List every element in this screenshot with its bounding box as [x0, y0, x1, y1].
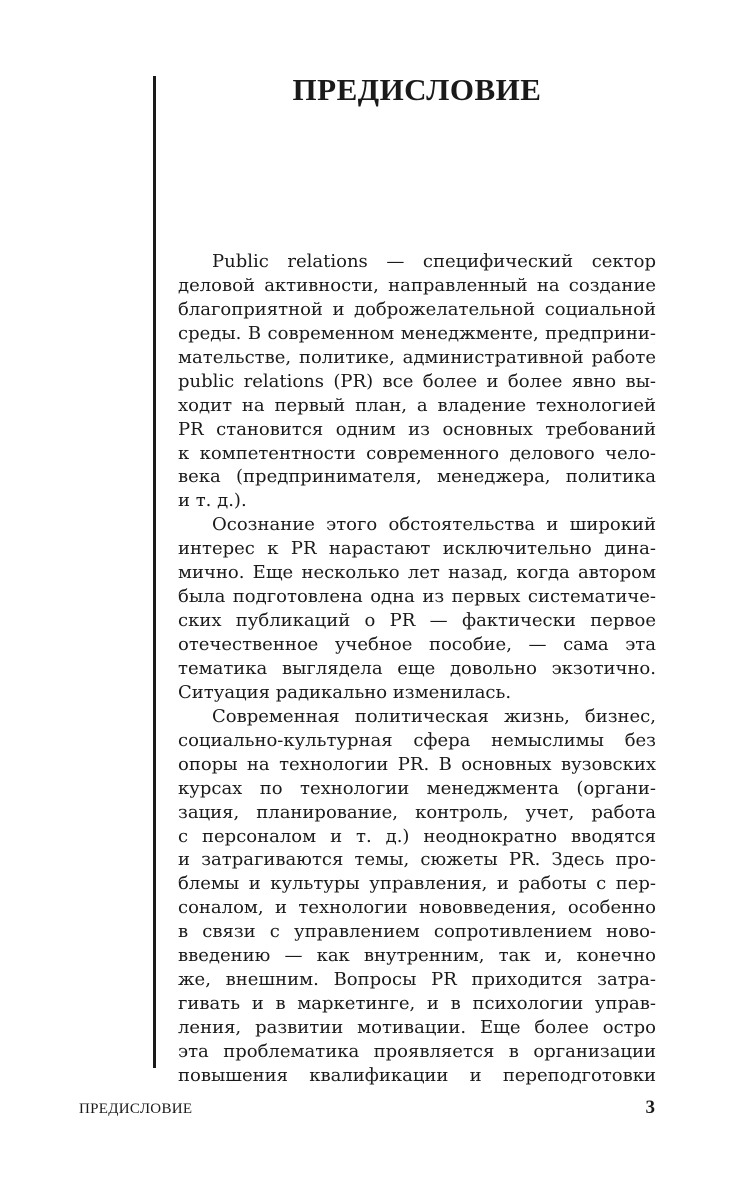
text-line: Ситуация радикально изменилась.: [178, 681, 512, 703]
text-line: Public relations — специфический сектор: [212, 251, 656, 272]
paragraph: [178, 250, 656, 513]
paragraph: [178, 513, 656, 705]
page-title: ПРЕДИСЛОВИЕ: [292, 72, 542, 107]
text-line: с персоналом и т. д.) неоднократно вводятся: [178, 825, 656, 847]
paragraph: [178, 705, 656, 1088]
text-line: ходит на первый план, а владение технологией: [178, 394, 656, 416]
page-number: 3: [645, 1097, 655, 1118]
text-line: же, внешним. Вопросы PR приходится затра-: [178, 969, 656, 991]
text-line: интерес к PR нарастают исключительно дина-: [178, 538, 656, 560]
text-line: тематика выглядела еще довольно экзотично.: [178, 657, 656, 679]
text-line: деловой активности, направленный на создание: [178, 274, 656, 296]
body-text: [178, 250, 656, 1088]
margin-rule: [153, 76, 156, 1068]
text-line: PR становится одним из основных требований: [178, 418, 656, 440]
text-line: блемы и культуры управления, и работы с пер-: [178, 873, 656, 895]
text-line: зация, планирование, контроль, учет, работа: [178, 801, 656, 823]
text-line: мично. Еще несколько лет назад, когда автором: [178, 562, 656, 584]
text-line: public relations (PR) все более и более явно вы-: [178, 370, 656, 392]
running-title: ПРЕДИСЛОВИЕ: [79, 1101, 193, 1117]
text-line: Современная политическая жизнь, бизнес,: [212, 705, 656, 727]
text-line: в связи с управлением сопротивлением ново-: [178, 921, 656, 943]
text-line: опоры на технологии PR. В основных вузовских: [178, 753, 656, 775]
text-line: ских публикаций о PR — фактически первое: [178, 610, 656, 632]
text-line: ления, развитии мотивации. Еще более остро: [178, 1017, 656, 1038]
text-line: отечественное учебное пособие, — сама эта: [178, 634, 656, 655]
text-line: века (предпринимателя, менеджера, политика: [178, 466, 656, 488]
text-line: курсах по технологии менеджмента (органи-: [178, 777, 656, 799]
text-line: гивать и в маркетинге, и в психологии управ-: [178, 993, 656, 1015]
text-line: введению — как внутренним, так и, конечно: [178, 945, 656, 967]
text-line: среды. В современном менеджменте, предприни-: [178, 322, 656, 344]
text-line: социально-культурная сфера немыслимы без: [178, 729, 656, 751]
text-line: и затрагиваются темы, сюжеты PR. Здесь про-: [178, 849, 656, 871]
text-line: соналом, и технологии нововведения, особенно: [178, 897, 656, 919]
text-line: была подготовлена одна из первых систематиче-: [178, 586, 656, 608]
text-line: Осознание этого обстоятельства и широкий: [212, 514, 656, 536]
text-line: благоприятной и доброжелательной социальной: [178, 298, 656, 320]
text-line: эта проблематика проявляется в организации: [178, 1040, 656, 1062]
text-line: повышения квалификации и переподготовки: [178, 1064, 656, 1086]
text-line: и т. д.).: [178, 490, 247, 512]
text-line: мательстве, политике, административной работе: [178, 346, 656, 368]
text-line: к компетентности современного делового чело-: [178, 442, 656, 464]
